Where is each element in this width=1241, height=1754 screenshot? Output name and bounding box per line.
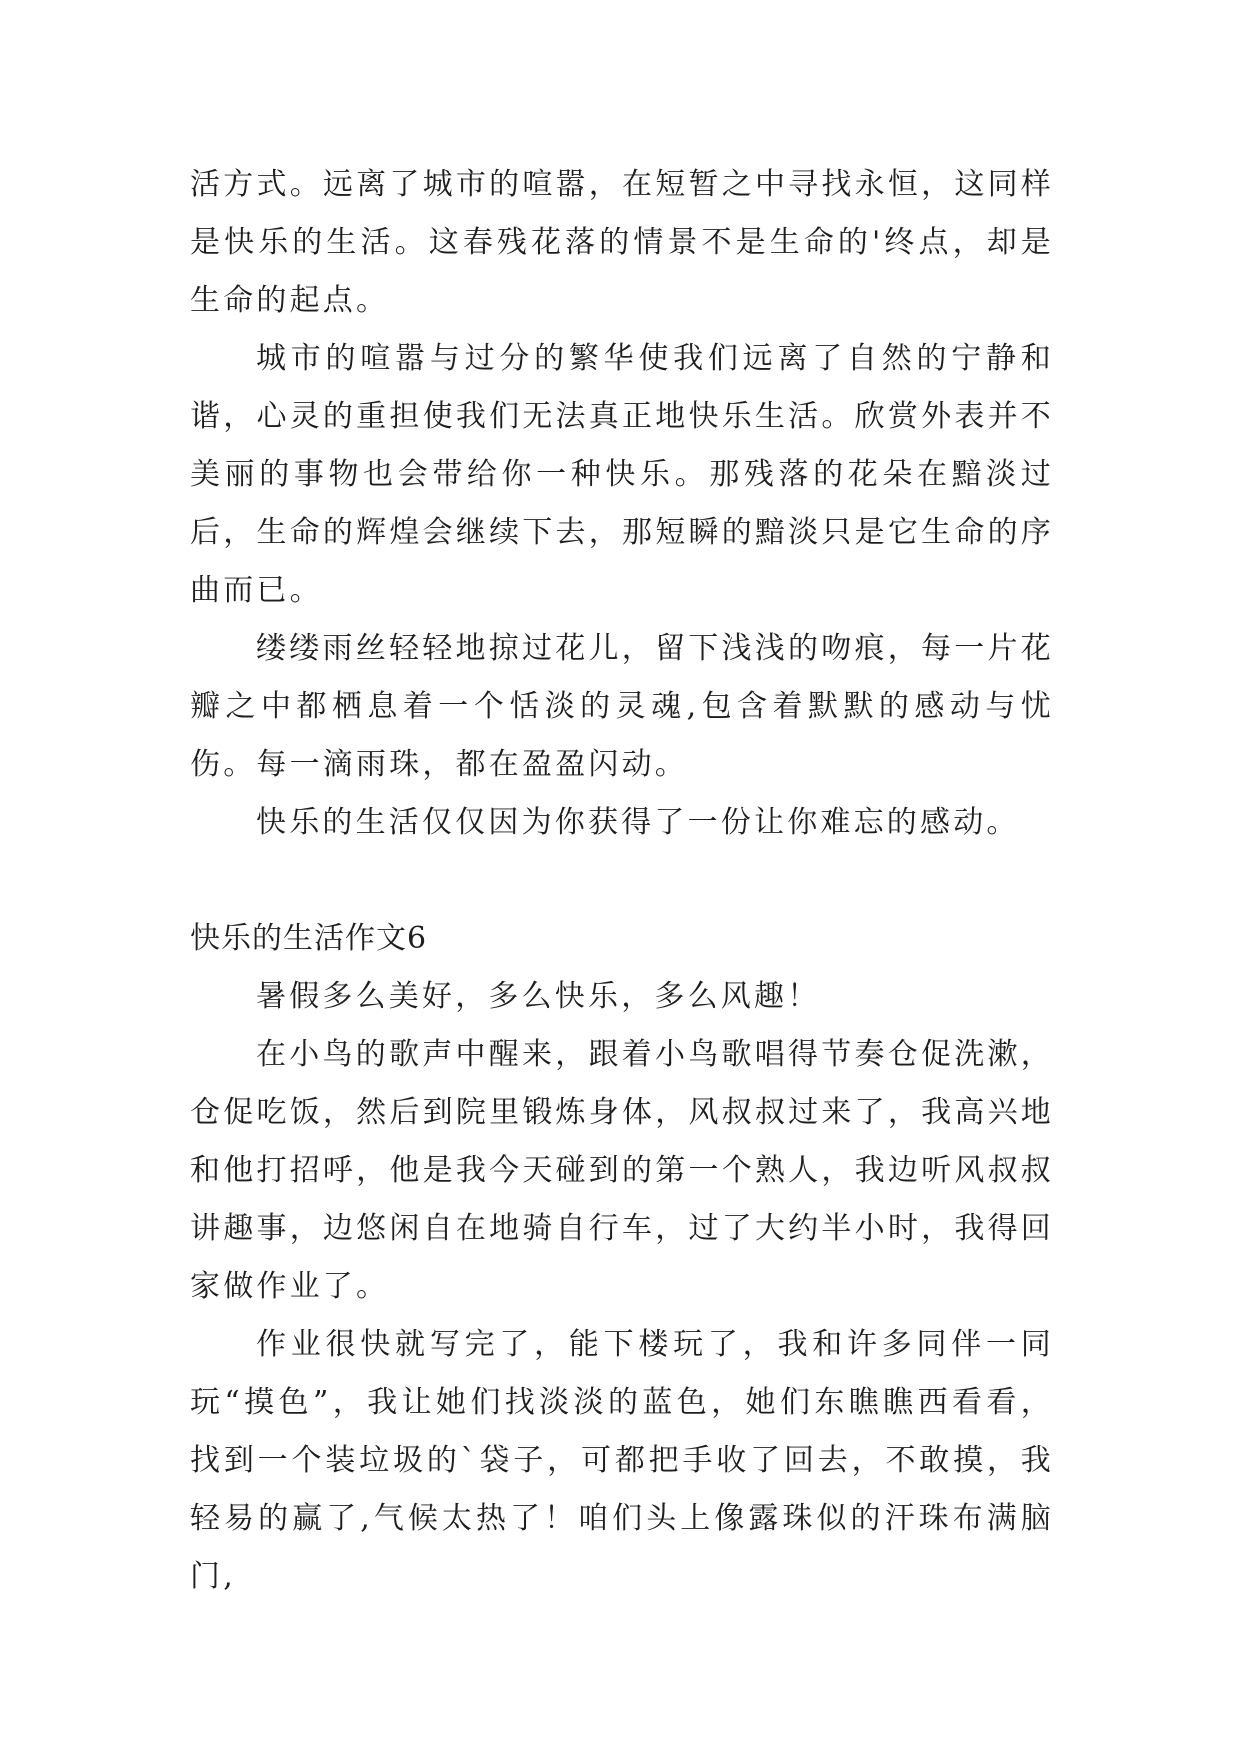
paragraph: 作业很快就写完了，能下楼玩了，我和许多同伴一同玩“摸色”，我让她们找淡淡的蓝色，她们东瞧瞧西看看，找到一个装垃圾的`袋子，可都把手收了回去，不敢摸，我轻易的赢了,气候太热了！咱们头上像露珠似的汗珠布满脑门, (190, 1327, 1054, 1594)
paragraph-continuation: 活方式。远离了城市的喧嚣，在短暂之中寻找永恒，这同样是快乐的生活。这春残花落的情景不是生命的'终点，却是生命的起点。 (190, 167, 1054, 318)
document-body (190, 156, 1054, 1606)
paragraph: 缕缕雨丝轻轻地掠过花儿，留下浅浅的吻痕，每一片花瓣之中都栖息着一个恬淡的灵魂,包含着默默的感动与忧伤。每一滴雨珠，都在盈盈闪动。 (190, 631, 1054, 782)
paragraph: 快乐的生活仅仅因为你获得了一份让你难忘的感动。 (256, 805, 1020, 840)
paragraph: 城市的喧嚣与过分的繁华使我们远离了自然的宁静和谐，心灵的重担使我们无法真正地快乐生活。欣赏外表并不美丽的事物也会带给你一种快乐。那残落的花朵在黯淡过后，生命的辉煌会继续下去，那短瞬的黯淡只是它生命的序曲而已。 (190, 341, 1054, 608)
paragraph: 在小鸟的歌声中醒来，跟着小鸟歌唱得节奏仓促洗漱，仓促吃饭，然后到院里锻炼身体，风叔叔过来了，我高兴地和他打招呼，他是我今天碰到的第一个熟人，我边听风叔叔讲趣事，边悠闲自在地骑自行车，过了大约半小时，我得回家做作业了。 (190, 1037, 1054, 1304)
section-heading: 快乐的生活作文6 (190, 921, 428, 956)
paragraph: 暑假多么美好，多么快乐，多么风趣！ (256, 979, 821, 1014)
